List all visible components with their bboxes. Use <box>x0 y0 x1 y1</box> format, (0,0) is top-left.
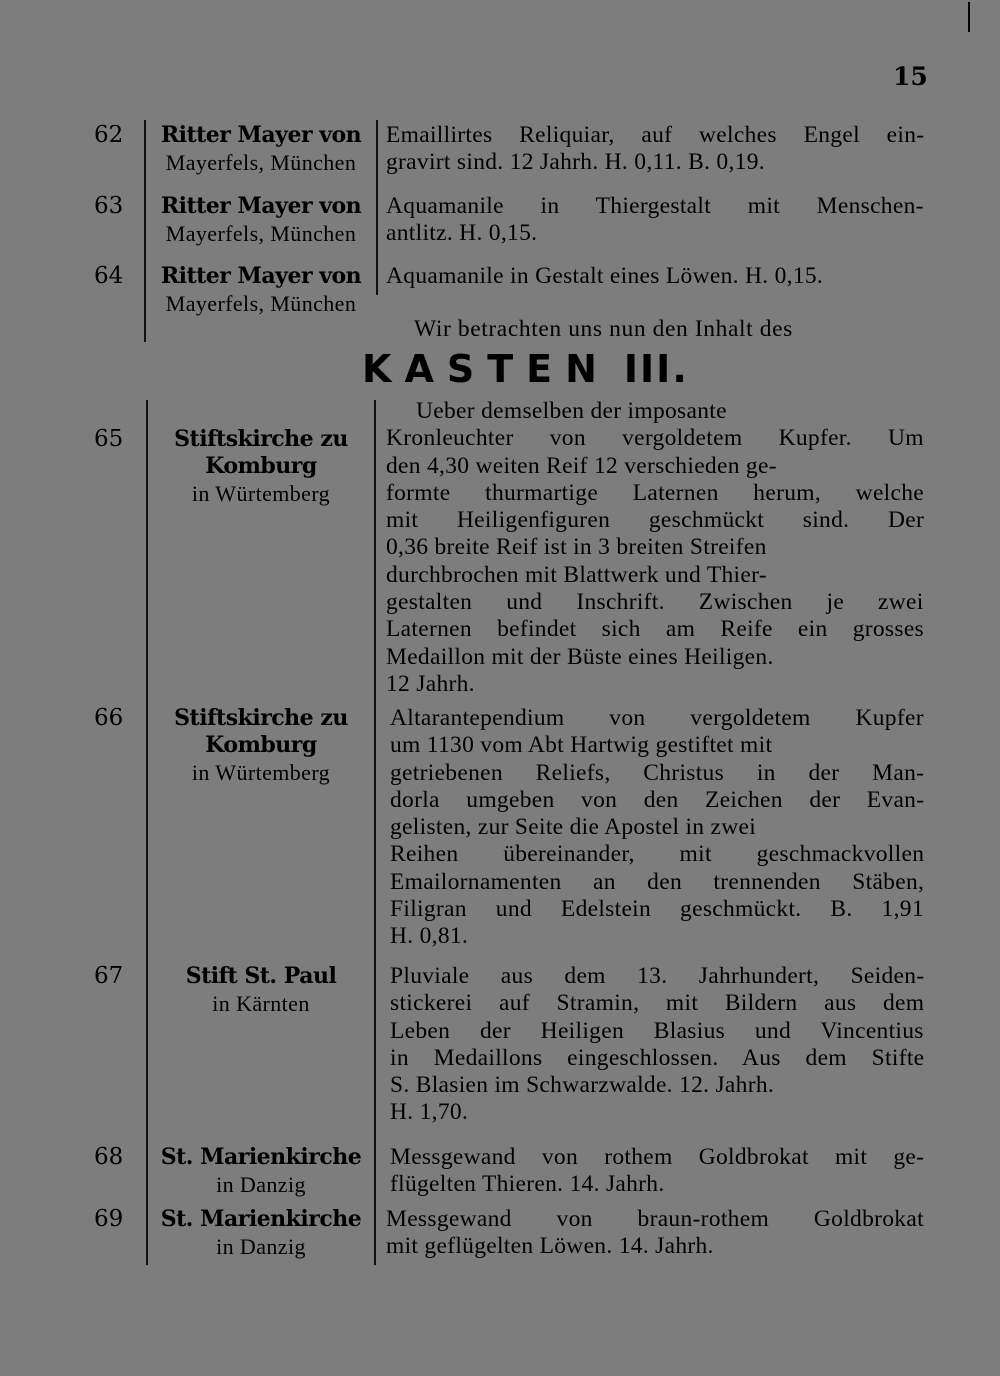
lender-line: in Kärnten <box>212 991 310 1016</box>
lender-line: Ritter Mayer von <box>160 122 362 148</box>
entry-description <box>390 963 924 1127</box>
description-line: getriebenen Reliefs, Christus in der Man- <box>390 759 925 786</box>
lender-line: Mayerfels, München <box>165 150 357 175</box>
entry-number: 67 <box>94 963 124 989</box>
lender-line: St. Marienkirche <box>160 1206 362 1232</box>
section-title <box>362 347 689 391</box>
lender-line: Mayerfels, München <box>165 291 357 316</box>
section-title-word: KASTEN <box>362 347 610 391</box>
description-line: mit geflügelten Löwen. 14. Jahrh. <box>386 1233 714 1260</box>
description-line: stickerei auf Stramin, mit Bildern aus dem <box>390 990 925 1017</box>
entry-lender <box>150 122 372 176</box>
description-line: gestalten und Inschrift. Zwischen je zwei <box>386 589 924 616</box>
lender-line: Stift St. Paul <box>185 963 337 989</box>
description-line: gelisten, zur Seite die Apostel in zwei <box>390 814 757 841</box>
entry-lender <box>150 1144 372 1198</box>
lender-line: in Danzig <box>216 1234 306 1259</box>
entry-lender <box>150 705 372 786</box>
description-line: Aquamanile in Thiergestalt mit Menschen- <box>386 193 924 219</box>
page-edge-mark <box>968 2 970 32</box>
description-line: Filigran und Edelstein geschmückt. B. 1,91 <box>390 896 924 923</box>
lender-line: Stiftskirche zu <box>174 705 348 731</box>
description-line: Laternen befindet sich am Reife ein grosses <box>386 616 925 643</box>
description-line: flügelten Thieren. 14. Jahrh. <box>390 1171 665 1198</box>
description-line: Pluviale aus dem 13. Jahrhundert, Seiden- <box>390 963 925 989</box>
column-rule-left <box>146 400 148 1265</box>
description-line: 12 Jahrh. <box>386 670 475 697</box>
description-line: Emaillirtes Reliquiar, auf welches Engel ein- <box>386 122 925 148</box>
lender-line: in Würtemberg <box>191 481 331 506</box>
lender-line: in Würtemberg <box>191 760 331 785</box>
column-rule-right <box>376 120 378 295</box>
description-line: Kronleuchter von vergoldetem Kupfer. Um <box>386 425 924 452</box>
section-intro: Wir betrachten uns nun den Inhalt des <box>414 316 793 342</box>
entry-description <box>390 1144 924 1199</box>
description-line: formte thurmartige Laternen herum, welche <box>386 479 925 506</box>
description-line: antlitz. H. 0,15. <box>386 220 538 247</box>
lender-line: Komburg <box>205 453 317 479</box>
lender-line: Ritter Mayer von <box>160 193 362 219</box>
lender-line: Ritter Mayer von <box>160 263 362 289</box>
description-line: Ueber demselben der imposante <box>416 398 727 424</box>
description-line: gravirt sind. 12 Jahrh. H. 0,11. B. 0,19. <box>386 149 765 176</box>
entry-number: 68 <box>94 1144 124 1170</box>
entry-number: 63 <box>94 193 124 219</box>
description-line: Messgewand von rothem Goldbrokat mit ge- <box>390 1144 925 1170</box>
lender-line: Mayerfels, München <box>165 221 357 246</box>
lender-line: St. Marienkirche <box>160 1144 362 1170</box>
entry-description <box>390 705 924 951</box>
description-line: den 4,30 weiten Reif 12 verschieden ge- <box>386 452 777 479</box>
page-number: 15 <box>893 62 928 91</box>
description-line: um 1130 vom Abt Hartwig gestiftet mit <box>390 732 773 759</box>
section-title-roman: III. <box>623 347 689 391</box>
column-rule-left <box>144 120 146 342</box>
description-line: Messgewand von braun-rothem Goldbrokat <box>386 1206 924 1232</box>
entry-number: 64 <box>94 263 124 289</box>
entry-lender <box>150 193 372 247</box>
entry-description <box>386 122 924 177</box>
lender-line: Stiftskirche zu <box>174 426 348 452</box>
entry-description <box>386 193 924 248</box>
description-line: Leben der Heiligen Blasius und Vincentius <box>390 1017 924 1044</box>
description-line: 0,36 breite Reif ist in 3 breiten Streifen <box>386 534 767 561</box>
description-line: durchbrochen mit Blattwerk und Thier- <box>386 561 767 588</box>
entry-description <box>386 263 924 290</box>
description-line: Aquamanile in Gestalt eines Löwen. H. 0,15. <box>386 263 824 289</box>
description-line: Emailornamenten an den trennenden Stäben, <box>390 868 925 895</box>
description-line: in Medaillons eingeschlossen. Aus dem Stifte <box>390 1044 925 1071</box>
description-line: dorla umgeben von den Zeichen der Evan- <box>390 786 925 813</box>
entry-lender <box>150 263 372 317</box>
description-line: mit Heiligenfiguren geschmückt sind. Der <box>386 507 925 534</box>
entry-description <box>386 398 924 698</box>
lender-line: Komburg <box>205 732 317 758</box>
lender-line: in Danzig <box>216 1172 306 1197</box>
description-line: H. 0,81. <box>390 923 469 950</box>
entry-lender <box>150 426 372 507</box>
description-line: Altarantependium von vergoldetem Kupfer <box>390 705 924 731</box>
entry-number: 65 <box>94 426 124 452</box>
description-line: H. 1,70. <box>390 1099 469 1126</box>
description-line: Reihen übereinander, mit geschmackvollen <box>390 841 925 868</box>
entry-number: 66 <box>94 705 124 731</box>
column-rule-right <box>374 400 376 1265</box>
entry-description <box>386 1206 924 1261</box>
description-line: S. Blasien im Schwarzwalde. 12. Jahrh. <box>390 1072 775 1099</box>
entry-number: 62 <box>94 122 124 148</box>
entry-lender <box>150 963 372 1017</box>
entry-lender <box>150 1206 372 1260</box>
entry-number: 69 <box>94 1206 124 1232</box>
description-line: Medaillon mit der Büste eines Heiligen. <box>386 643 774 670</box>
